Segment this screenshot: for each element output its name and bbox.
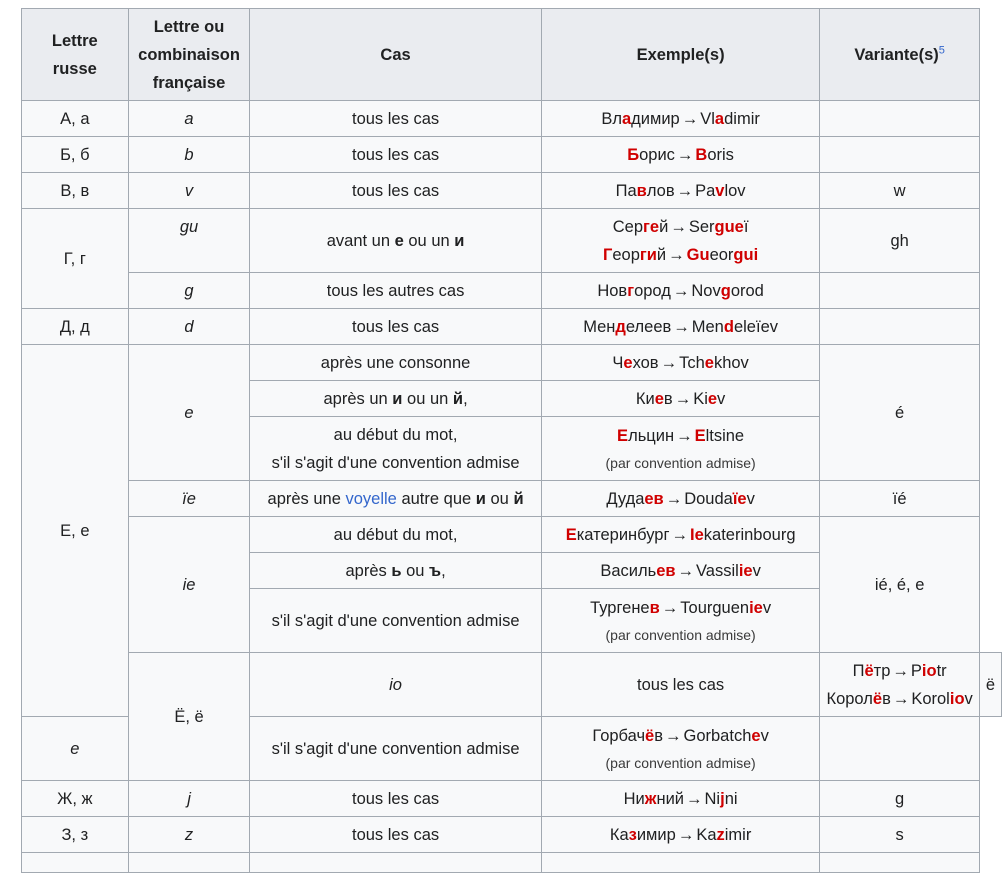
case-cell: après une consonne <box>250 345 541 381</box>
example-highlight: ё <box>645 726 655 745</box>
variant-cell: s <box>820 817 979 853</box>
russian-letter-cell: Ё, ё <box>128 653 250 781</box>
example-highlight: ге <box>643 217 660 236</box>
example-highlight: в <box>649 598 660 617</box>
example-text: Vl <box>700 109 715 128</box>
example-cell <box>541 517 820 553</box>
table-row <box>22 101 1002 137</box>
case-text: , <box>463 389 468 408</box>
example-cell <box>541 817 820 853</box>
example-text: в <box>882 689 891 708</box>
example-highlight: ж <box>644 789 657 808</box>
header-lettre-francaise-line2: combinaison <box>138 45 240 64</box>
french-letter-cell: j <box>128 781 250 817</box>
case-cell: s'il s'agit d'une convention admise <box>250 589 541 653</box>
french-letter-cell: gu <box>128 209 250 273</box>
header-lettre-francaise <box>128 9 250 101</box>
example-highlight: g <box>720 281 731 300</box>
arrow-icon: → <box>892 689 910 708</box>
arrow-icon: → <box>668 245 685 264</box>
case-cell: tous les autres cas <box>250 273 541 309</box>
example-text: й <box>656 245 667 264</box>
example-text: v <box>964 689 973 708</box>
arrow-icon: → <box>671 525 688 544</box>
example-text: ний <box>656 789 685 808</box>
example-text: Дуда <box>606 489 645 508</box>
example-text: Ка <box>609 825 629 844</box>
table-row <box>22 173 1002 209</box>
example-line <box>548 722 814 750</box>
example-text: Вл <box>601 109 622 128</box>
case-line: au début du mot, <box>333 425 458 444</box>
table-row <box>22 273 1002 309</box>
french-letter-cell: g <box>128 273 250 309</box>
arrow-icon: → <box>672 281 690 300</box>
case-text: avant un <box>326 231 395 250</box>
variant-cell: ié, é, e <box>820 517 979 653</box>
case-text: , <box>441 561 446 580</box>
russian-letter-cell: В, в <box>22 173 129 209</box>
convention-note: (par convention admise) <box>605 454 756 471</box>
example-highlight: e <box>751 726 761 745</box>
example-highlight: ie <box>749 598 763 617</box>
table-row <box>22 209 1002 273</box>
example-text: imir <box>724 825 752 844</box>
transliteration-table <box>21 8 1002 873</box>
case-letter: й <box>452 389 464 408</box>
header-row <box>22 9 1002 101</box>
arrow-icon: → <box>676 145 694 164</box>
example-text: v <box>717 389 726 408</box>
example-text: еор <box>612 245 640 264</box>
case-text: après une <box>267 489 346 508</box>
convention-note: (par convention admise) <box>605 626 756 643</box>
example-text: Ч <box>612 353 624 372</box>
example-line <box>548 594 814 622</box>
case-cell <box>250 553 541 589</box>
example-text: Douda <box>684 489 733 508</box>
example-text: в <box>654 726 663 745</box>
case-text: après un <box>323 389 393 408</box>
example-cell <box>820 653 979 717</box>
example-text: ï <box>743 217 749 236</box>
example-text: Tch <box>679 353 705 372</box>
example-text: v <box>752 561 761 580</box>
header-cas-label: Cas <box>380 45 411 64</box>
example-highlight: в <box>636 181 647 200</box>
russian-letter-cell: А, а <box>22 101 129 137</box>
example-text: eleïev <box>733 317 778 336</box>
example-text: Nov <box>691 281 721 300</box>
example-text: П <box>852 661 865 680</box>
example-cell <box>541 553 820 589</box>
example-text: Pa <box>695 181 716 200</box>
example-text: Па <box>615 181 637 200</box>
variant-cell <box>820 309 979 345</box>
example-text: лов <box>646 181 675 200</box>
case-text: ou un <box>402 389 453 408</box>
example-cell <box>541 481 820 517</box>
example-text: Василь <box>600 561 657 580</box>
example-text: в <box>663 389 673 408</box>
french-letter-cell: ïe <box>128 481 250 517</box>
example-highlight: ев <box>656 561 676 580</box>
example-text: orod <box>730 281 764 300</box>
example-text: lov <box>724 181 746 200</box>
example-cell <box>541 173 820 209</box>
case-text: ou un <box>403 231 455 250</box>
example-text: Сер <box>612 217 644 236</box>
russian-letter-cell: Е, е <box>22 345 129 717</box>
table-row <box>22 137 1002 173</box>
example-text: тр <box>873 661 891 680</box>
case-cell: tous les cas <box>250 137 541 173</box>
table-row <box>22 653 1002 717</box>
french-letter-cell: z <box>128 817 250 853</box>
table-row <box>22 517 1002 553</box>
case-letter: е <box>394 231 404 250</box>
example-text: й <box>659 217 669 236</box>
example-text: katerinbourg <box>703 525 796 544</box>
case-line: s'il s'agit d'une convention admise <box>271 453 520 472</box>
russian-letter-cell: Д, д <box>22 309 129 345</box>
table-row <box>22 817 1002 853</box>
example-highlight: ги <box>639 245 657 264</box>
example-text: Горбач <box>592 726 646 745</box>
case-cell <box>250 381 541 417</box>
case-letter: ъ <box>429 561 442 580</box>
example-text: ород <box>634 281 671 300</box>
arrow-icon: → <box>665 489 683 508</box>
example-highlight: ё <box>872 689 883 708</box>
example-text: Ni <box>704 789 721 808</box>
header-variantes-label: Variante(s) <box>854 45 939 64</box>
example-text: ni <box>724 789 738 808</box>
example-highlight: e <box>707 389 718 408</box>
arrow-icon: → <box>660 353 678 372</box>
example-highlight: д <box>615 317 626 336</box>
variant-cell <box>820 273 979 309</box>
variant-cell: ë <box>979 653 1001 717</box>
case-text: après <box>345 561 392 580</box>
case-letter: и <box>454 231 465 250</box>
variant-cell <box>820 137 979 173</box>
variant-cell: ïé <box>820 481 979 517</box>
header-variantes <box>820 9 979 101</box>
example-text: Тургене <box>590 598 650 617</box>
example-highlight: Г <box>603 245 613 264</box>
arrow-icon: → <box>677 825 695 844</box>
example-highlight: г <box>627 281 635 300</box>
example-text: льцин <box>628 426 675 445</box>
arrow-icon: → <box>677 561 695 580</box>
example-text: имир <box>636 825 676 844</box>
french-letter-cell: ie <box>128 517 250 653</box>
example-highlight: e <box>704 353 714 372</box>
example-line <box>548 422 814 450</box>
example-text: Korol <box>911 689 950 708</box>
example-text: Ka <box>696 825 717 844</box>
example-text: Gorbatch <box>683 726 752 745</box>
table-row <box>22 781 1002 817</box>
arrow-icon: → <box>892 661 909 680</box>
example-highlight: Е <box>617 426 629 445</box>
convention-note: (par convention admise) <box>605 754 756 771</box>
french-letter-cell: e <box>22 717 129 781</box>
example-text: Мен <box>583 317 616 336</box>
french-letter-cell: d <box>128 309 250 345</box>
case-cell: tous les cas <box>250 309 541 345</box>
case-cell: tous les cas <box>250 101 541 137</box>
example-cell <box>541 309 820 345</box>
example-highlight: з <box>628 825 637 844</box>
example-highlight: E <box>694 426 706 445</box>
header-lettre-francaise-line1: Lettre ou <box>153 17 225 36</box>
example-cell <box>541 137 820 173</box>
example-text: ltsine <box>705 426 745 445</box>
header-lettre-francaise-line3: française <box>152 73 226 92</box>
example-line <box>826 657 972 685</box>
arrow-icon: → <box>676 181 694 200</box>
arrow-icon: → <box>665 726 682 745</box>
example-highlight: io <box>949 689 965 708</box>
example-highlight: ё <box>864 661 874 680</box>
variant-cell: é <box>820 345 979 481</box>
russian-letter-cell: Б, б <box>22 137 129 173</box>
variant-cell <box>820 101 979 137</box>
russian-letter-cell: Г, г <box>22 209 129 309</box>
example-line <box>548 213 814 241</box>
russian-letter-cell: З, з <box>22 817 129 853</box>
case-cell: tous les cas <box>250 817 541 853</box>
example-highlight: B <box>695 145 708 164</box>
arrow-icon: → <box>673 317 690 336</box>
example-highlight: ïe <box>732 489 747 508</box>
example-line <box>826 685 972 713</box>
case-cell: tous les cas <box>541 653 820 717</box>
french-letter-cell: v <box>128 173 250 209</box>
example-cell <box>541 345 820 381</box>
example-highlight: Gu <box>686 245 710 264</box>
example-text: eor <box>709 245 734 264</box>
case-letter: ь <box>391 561 402 580</box>
case-text: autre que <box>396 489 476 508</box>
voyelle-link[interactable]: voyelle <box>345 489 397 508</box>
example-cell <box>541 717 820 781</box>
arrow-icon: → <box>661 598 679 617</box>
table-row <box>22 481 1002 517</box>
case-text: ou <box>485 489 514 508</box>
example-highlight: j <box>720 789 725 808</box>
header-cas <box>250 9 541 101</box>
variant-cell: w <box>820 173 979 209</box>
header-exemples <box>541 9 820 101</box>
example-highlight: ie <box>738 561 753 580</box>
case-cell <box>250 481 541 517</box>
variant-cell: gh <box>820 209 979 273</box>
example-text: хов <box>632 353 659 372</box>
french-letter-cell: a <box>128 101 250 137</box>
example-text: Нов <box>597 281 628 300</box>
example-highlight: io <box>921 661 937 680</box>
example-cell <box>541 589 820 653</box>
example-highlight: z <box>716 825 725 844</box>
case-cell <box>250 417 541 481</box>
example-highlight: gue <box>714 217 744 236</box>
example-text: Ser <box>688 217 715 236</box>
header-lettre-russe <box>22 9 129 101</box>
variant-cell: g <box>820 781 979 817</box>
example-text: dimir <box>724 109 760 128</box>
example-cell <box>541 381 820 417</box>
case-text: ou <box>401 561 430 580</box>
example-cell <box>541 417 820 481</box>
case-cell: s'il s'agit d'une convention admise <box>250 717 541 781</box>
example-text: Корол <box>826 689 873 708</box>
example-highlight: d <box>723 317 734 336</box>
example-highlight: Ie <box>690 525 704 544</box>
header-lettre-russe-label: Lettre russe <box>51 31 98 78</box>
example-highlight: a <box>714 109 725 128</box>
case-cell: tous les cas <box>250 173 541 209</box>
table-row <box>22 345 1002 381</box>
arrow-icon: → <box>686 789 703 808</box>
example-text: khov <box>713 353 749 372</box>
example-text: елеев <box>625 317 672 336</box>
case-cell: tous les cas <box>250 781 541 817</box>
example-highlight: ев <box>644 489 664 508</box>
example-text: v <box>760 726 769 745</box>
case-cell <box>250 209 541 273</box>
example-highlight: Б <box>627 145 640 164</box>
example-highlight: а <box>621 109 632 128</box>
footnote-ref-link[interactable]: 5 <box>938 44 945 56</box>
arrow-icon: → <box>676 426 693 445</box>
case-cell: au début du mot, <box>250 517 541 553</box>
example-text: oris <box>707 145 734 164</box>
example-text: орис <box>639 145 675 164</box>
arrow-icon: → <box>670 217 687 236</box>
example-cell <box>541 101 820 137</box>
example-highlight: е <box>623 353 633 372</box>
french-letter-cell: e <box>128 345 250 481</box>
arrow-icon: → <box>681 109 699 128</box>
case-letter: и <box>392 389 403 408</box>
example-text: Ki <box>693 389 708 408</box>
variant-cell <box>820 717 979 781</box>
example-text: Ни <box>623 789 645 808</box>
example-highlight: е <box>654 389 664 408</box>
russian-letter-cell: Ж, ж <box>22 781 129 817</box>
example-text: Tourguen <box>680 598 750 617</box>
example-text: v <box>746 489 755 508</box>
example-text: катеринбург <box>576 525 670 544</box>
arrow-icon: → <box>674 389 692 408</box>
example-text: P <box>910 661 922 680</box>
example-cell <box>541 209 820 273</box>
header-exemples-label: Exemple(s) <box>636 45 725 64</box>
example-cell <box>541 273 820 309</box>
example-highlight: gui <box>733 245 759 264</box>
example-text: Vassil <box>696 561 739 580</box>
example-text: v <box>762 598 772 617</box>
example-cell <box>541 781 820 817</box>
example-text: Men <box>691 317 724 336</box>
case-letter: й <box>513 489 524 508</box>
example-line <box>548 241 814 269</box>
case-letter: и <box>475 489 486 508</box>
example-highlight: v <box>715 181 725 200</box>
example-text: димир <box>631 109 680 128</box>
french-letter-cell: io <box>250 653 541 717</box>
example-text: Ки <box>635 389 655 408</box>
example-text: tr <box>936 661 947 680</box>
example-highlight: Е <box>565 525 577 544</box>
french-letter-cell: b <box>128 137 250 173</box>
table-row <box>22 309 1002 345</box>
